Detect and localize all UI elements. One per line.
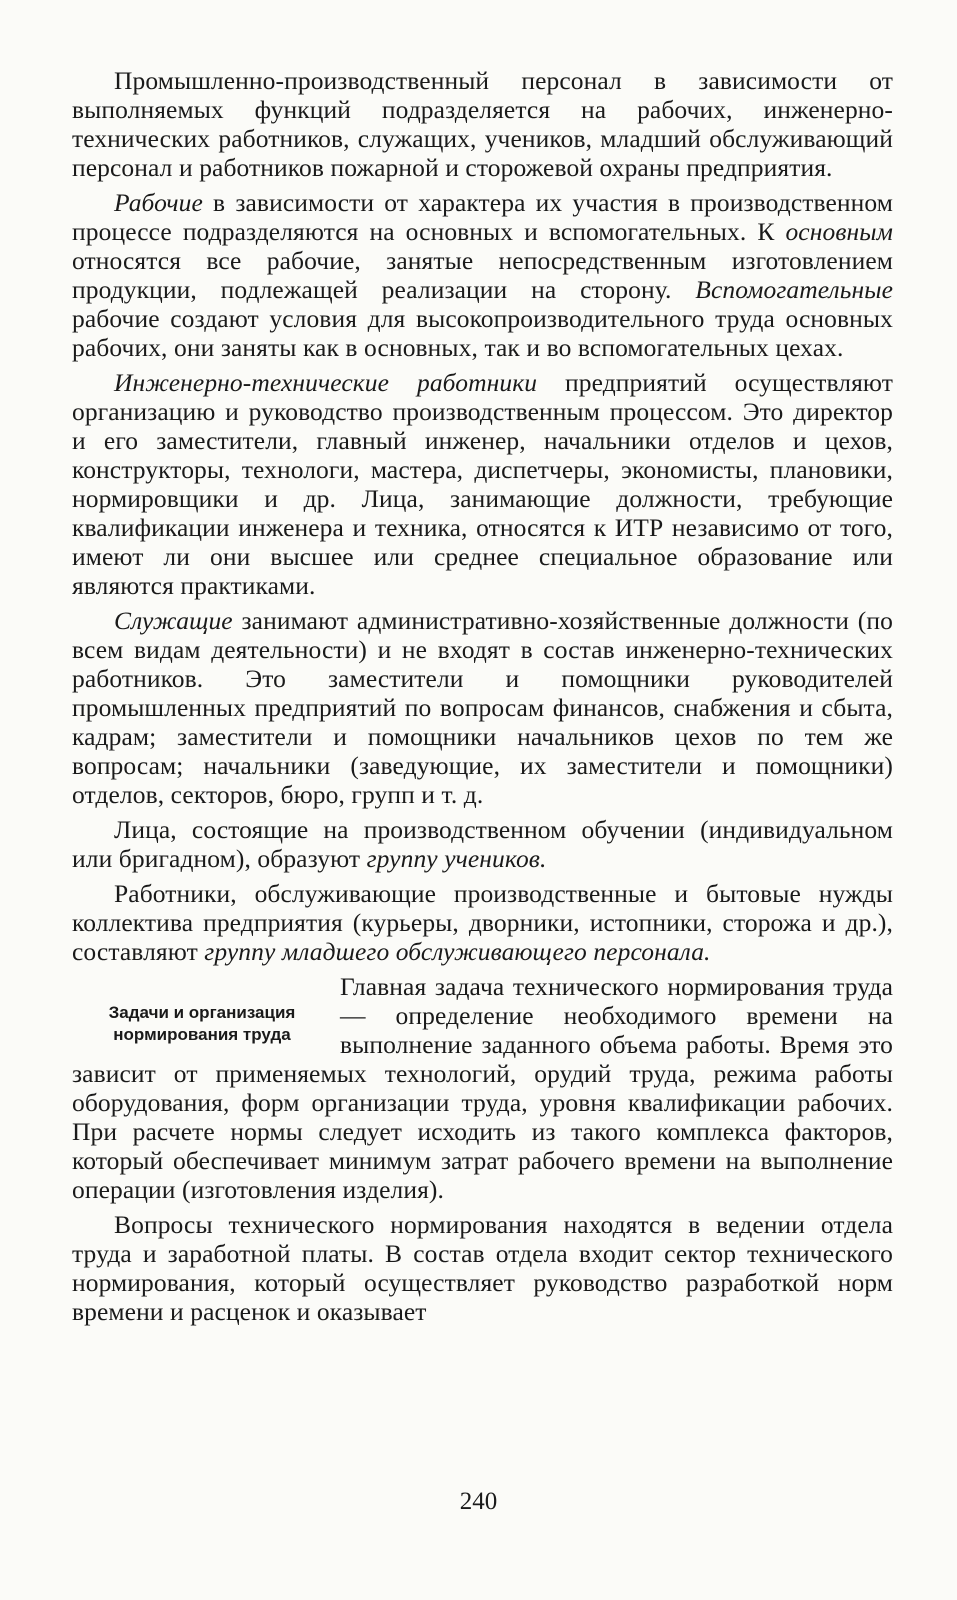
paragraph-engineers [72,368,893,600]
paragraph-apprentices [72,815,893,873]
paragraph-workers [72,188,893,362]
text: в зависимости от характера их участия в производственном процессе подразделяются на основных и вспомогательных. К [72,188,893,246]
term-employees: Служащие [114,606,233,635]
page-number: 240 [459,1488,498,1515]
section-heading [72,1002,332,1046]
term-engineers: Инженерно-технические работники [114,368,538,397]
paragraph-employees [72,606,893,809]
paragraph-junior-staff [72,879,893,966]
section-heading-line: нормирования труда [113,1025,291,1044]
text: предприятий осуществляют организацию и руководство производственным процессом. Это директор и его заместители, главный инженер, начальники отделов и цехов, конструкторы, технологи, мастера, диспетчеры, экономисты, плановики, нормировщики и др. Лица, занимающие должности, требующие квалификации инженера и техника, относятся к ИТР независимо от того, имеют ли они высшее или среднее специальное образование или являются практиками. [72,368,893,600]
paragraph-norming-department: Вопросы технического нормирования находятся в ведении отдела труда и заработной платы. В состав отдела входит сектор технического нормирования, который осуществляет руководство разработкой норм времени и расценок и оказывает [72,1210,893,1326]
section-labor-norming [72,972,893,1204]
term-main-workers: основным [785,217,893,246]
text: Работники, обслуживающие производственные и бытовые нужды коллектива предприятия (курьеры, дворники, истопники, сторожа и др.), составляют [72,879,893,966]
text: рабочие создают условия для высокопроизводительного труда основных рабочих, они заняты как в основных, так и во вспомогательных цехах. [72,304,893,362]
paragraph-personnel-categories: Промышленно-производственный персонал в зависимости от выполняемых функций подразделяется на рабочих, инженерно-технических работников, служащих, учеников, младший обслуживающий персонал и работников пожарной и сторожевой охраны предприятия. [72,66,893,182]
section-heading-line: Задачи и организация [108,1003,296,1022]
paragraph-norming-task: Главная задача технического нормирования труда — определение необходимого времени на выполнение заданного объема работы. Время это зависит от применяемых технологий, орудий труда, режима работы оборудования, форм организации труда, уровня квалификации рабочих. При расчете нормы следует исходить из такого комплекса факторов, который обеспечивает минимум затрат рабочего времени на выполнение операции (изготовления изделия). [72,972,893,1204]
text: занимают административно-хозяйственные должности (по всем видам деятельности) и не входят в состав инженерно-технических работников. Это заместители и помощники руководителей промышленных предприятий по вопросам финансов, снабжения и сбыта, кадрам; заместители и помощники начальников цехов по тем же вопросам; начальники (заведующие, их заместители и помощники) отделов, секторов, бюро, групп и т. д. [72,606,893,809]
term-workers: Рабочие [114,188,203,217]
term-junior-staff: группу младшего обслуживающего персонала. [204,937,711,966]
term-auxiliary-workers: Вспомогательные [695,275,893,304]
text: относятся все рабочие, занятые непосредственным изготовлением продукции, подлежащей реализации на сторону. [72,246,893,304]
term-apprentices: группу учеников. [366,844,547,873]
text: Лица, состоящие на производственном обучении (индивидуальном или бригадном), образуют [72,815,893,873]
